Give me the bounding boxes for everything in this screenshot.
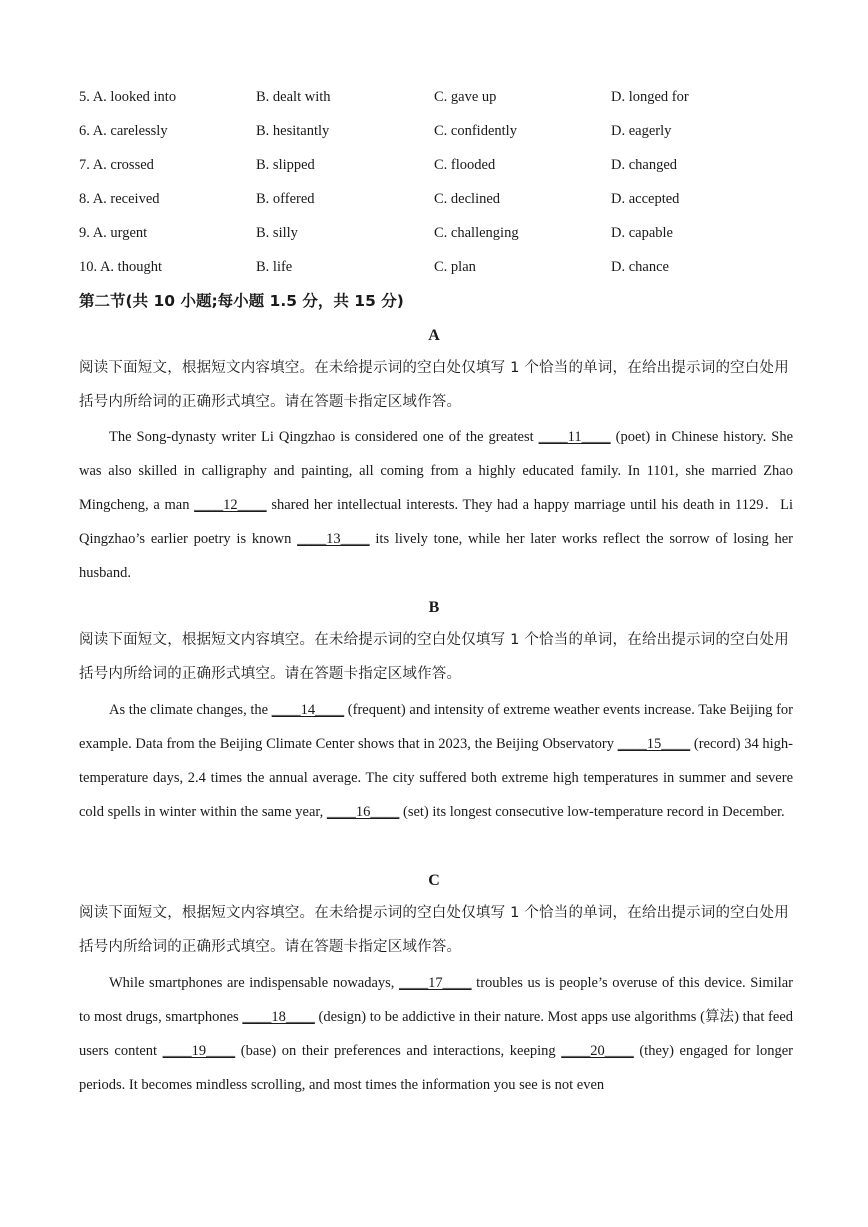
option-row-9 [79,221,799,255]
part-c-instruction: 阅读下面短文，根据短文内容填空。在未给提示词的空白处仅填写 1 个恰当的单词，在给出提示词的空白处用括号内所给词的正确形式填空。请在答题卡指定区域作答。 [79,905,789,955]
option-b: B. offered [256,191,315,207]
multiple-choice-options [79,85,799,289]
option-d: D. accepted [611,191,680,207]
option-d: D. chance [611,259,669,275]
option-b: B. silly [256,225,298,241]
blank-20: ____20____ [561,1043,634,1059]
part-b-heading: B [428,599,440,616]
blank-13: ____13____ [297,531,370,547]
part-c-passage [79,966,793,1102]
blank-17: ____17____ [399,975,472,991]
blank-15: ____15____ [617,736,691,752]
option-c: C. challenging [434,225,519,241]
passage-text: The Song-dynasty writer Li Qingzhao is considered one of the greatest [109,429,539,445]
part-a-heading: A [428,327,440,344]
option-a: 5. A. looked into [79,89,177,105]
option-a: 8. A. received [79,191,160,207]
passage-text: (set) its longest consecutive low-temperature record in December. [399,804,785,820]
passage-text: (design) to be addictive in their nature. Most apps use algorithms (算法) that feed users content [79,1009,794,1059]
passage-text: (record) 34 high-temperature days, 2.4 times the annual average. The city suffered both extreme high temperatures in summer and severe cold spells in winter within the same year, [79,736,794,820]
passage-text: As the climate changes, the [109,702,272,718]
option-c: C. declined [434,191,501,207]
blank-12: ____12____ [194,497,267,513]
part-a-instruction: 阅读下面短文，根据短文内容填空。在未给提示词的空白处仅填写 1 个恰当的单词，在给出提示词的空白处用括号内所给词的正确形式填空。请在答题卡指定区域作答。 [79,360,789,410]
part-b-passage [79,693,793,829]
passage-text: shared her intellectual interests. They had a happy marriage until his death in 1129．Li Qingzhao’s earlier poetry is known [79,497,793,547]
blank-11: ____11____ [538,429,611,445]
option-row-5 [79,85,799,119]
option-row-8 [79,187,799,221]
option-a: 7. A. crossed [79,157,154,173]
option-c: C. gave up [434,89,497,105]
option-c: C. flooded [434,157,496,173]
option-row-7 [79,153,799,187]
option-c: C. confidently [434,123,517,139]
option-a: 10. A. thought [79,259,162,275]
option-row-6 [79,119,799,153]
option-b: B. life [256,259,293,275]
blank-18: ____18____ [242,1009,315,1025]
passage-text: its lively tone, while her later works reflect the sorrow of losing her husband. [79,531,793,581]
passage-text: (base) on their preferences and interactions, keeping [235,1043,562,1059]
option-d: D. capable [611,225,673,241]
part-b-instruction: 阅读下面短文，根据短文内容填空。在未给提示词的空白处仅填写 1 个恰当的单词，在给出提示词的空白处用括号内所给词的正确形式填空。请在答题卡指定区域作答。 [79,632,789,682]
passage-text: (poet) in Chinese history. She was also skilled in calligraphy and painting, all coming from a highly educated family. In 1101, she married Zhao Mingcheng, a man [79,429,794,513]
passage-text: (they) engaged for longer periods. It becomes mindless scrolling, and most times the information you see is not even [79,1043,793,1093]
passage-text: (frequent) and intensity of extreme weather events increase. Take Beijing for example. Data from the Beijing Climate Center shows that in 2023, the Beijing Observatory [79,702,794,752]
option-d: D. eagerly [611,123,672,139]
blank-14: ____14____ [271,702,345,718]
option-b: B. hesitantly [256,123,330,139]
option-d: D. longed for [611,89,689,105]
option-c: C. plan [434,259,476,275]
section-title: 第二节(共 10 小题;每小题 1.5 分，共 15 分) [79,292,404,310]
option-a: 6. A. carelessly [79,123,168,139]
option-a: 9. A. urgent [79,225,148,241]
part-a-passage [79,420,793,590]
part-c-heading: C [428,872,440,889]
blank-19: ____19____ [162,1043,236,1059]
option-b: B. dealt with [256,89,331,105]
passage-text: troubles us is people’s overuse of this device. Similar to most drugs, smartphones [79,975,793,1025]
option-d: D. changed [611,157,678,173]
passage-text: While smartphones are indispensable nowadays, [109,975,400,991]
option-row-10 [79,255,799,289]
option-b: B. slipped [256,157,315,173]
blank-16: ____16____ [326,804,400,820]
